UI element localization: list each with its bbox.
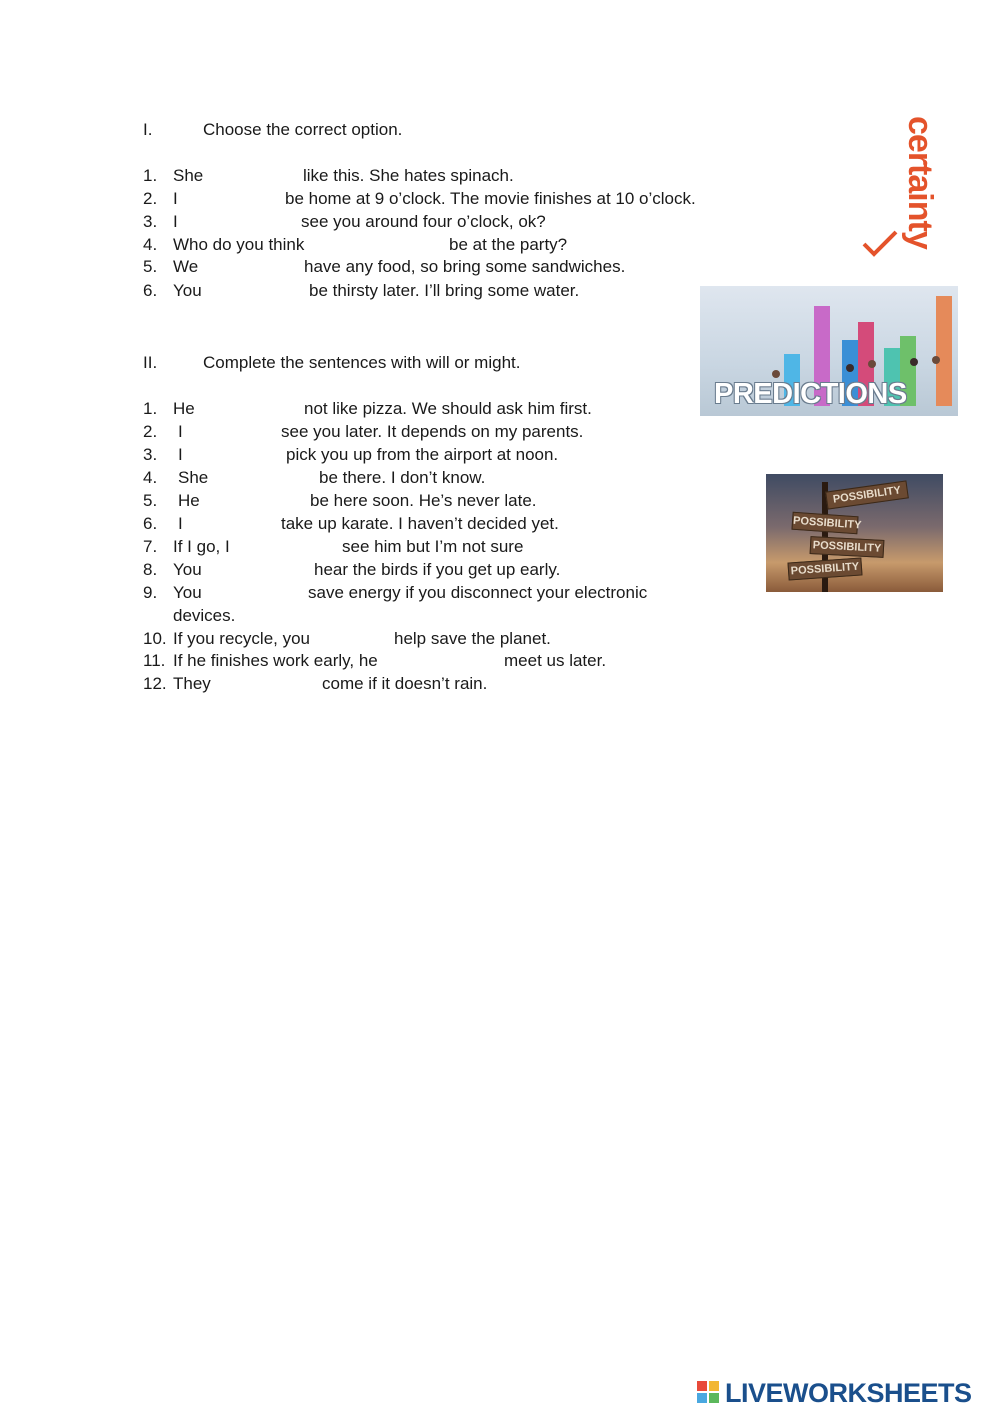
liveworksheets-logo (697, 1378, 997, 1408)
item-number: 5. (143, 257, 158, 276)
s1-item-5 (143, 257, 703, 279)
item-text-end: see you around four o’clock, ok? (301, 212, 546, 231)
item-text-end: meet us later. (504, 651, 607, 670)
item-number: 4. (143, 235, 158, 254)
item-text-end: have any food, so bring some sandwiches. (304, 257, 626, 276)
section1-roman: I. (143, 120, 153, 139)
item-number: 9. (143, 583, 158, 602)
sign-board-4: POSSIBILITY (787, 557, 862, 580)
item-number: 3. (143, 445, 158, 464)
s2-item-3 (143, 445, 693, 467)
section2-roman: II. (143, 353, 158, 372)
item-text-end: see him but I’m not sure (342, 537, 524, 556)
item-text-end: come if it doesn’t rain. (322, 674, 488, 693)
item-text-start: I (178, 422, 183, 441)
item-text-end: see you later. It depends on my parents. (281, 422, 584, 441)
item-text-end: not like pizza. We should ask him first. (304, 399, 592, 418)
item-text-start: He (178, 491, 200, 510)
answer-blank-s2-5[interactable] (207, 491, 307, 511)
answer-blank-s2-1[interactable] (201, 399, 301, 419)
item-text-start: If I go, I (173, 537, 230, 556)
section1-heading (143, 120, 543, 140)
answer-blank-s1-1[interactable] (211, 166, 299, 186)
sign-board-3: POSSIBILITY (810, 536, 885, 558)
item-text-end: be at the party? (449, 235, 568, 254)
certainty-word: certainty (901, 116, 939, 249)
item-text-end: hear the birds if you get up early. (314, 560, 561, 579)
sign-board-1: POSSIBILITY (825, 480, 909, 509)
s2-item-6 (143, 514, 693, 536)
possibility-signpost-image (766, 474, 943, 592)
answer-blank-s1-5[interactable] (205, 257, 301, 277)
answer-blank-s2-7[interactable] (239, 537, 339, 557)
s2-item-1 (143, 399, 693, 421)
answer-blank-s1-6[interactable] (209, 281, 305, 301)
answer-blank-s1-3[interactable] (185, 212, 295, 232)
s1-item-4 (143, 235, 703, 257)
s2-item-8 (143, 560, 693, 582)
item-number: 2. (143, 422, 158, 441)
item-text-start: He (173, 399, 195, 418)
item-number: 8. (143, 560, 158, 579)
item-number: 12. (143, 674, 167, 693)
item-text-start: You (173, 583, 202, 602)
logo-grid-icon (697, 1381, 721, 1405)
item-number: 10. (143, 629, 167, 648)
answer-blank-s1-4[interactable] (323, 235, 443, 255)
section2-title: Complete the sentences with will or might. (203, 353, 521, 372)
sign-board-2: POSSIBILITY (791, 512, 858, 535)
answer-blank-s2-11[interactable] (401, 651, 501, 671)
item-text-start: Who do you think (173, 235, 305, 254)
item-text-start: We (173, 257, 199, 276)
answer-blank-s2-6[interactable] (189, 514, 277, 534)
item-number: 11. (143, 651, 166, 670)
answer-blank-s2-10[interactable] (327, 629, 389, 649)
answer-blank-s2-12[interactable] (219, 674, 319, 694)
item-text-start: I (178, 445, 183, 464)
s2-item-11 (143, 651, 693, 673)
item-text-end: help save the planet. (394, 629, 551, 648)
answer-blank-s1-2[interactable] (185, 189, 280, 209)
s2-item-5 (143, 491, 693, 513)
s1-item-1 (143, 166, 703, 188)
answer-blank-s2-8[interactable] (211, 560, 311, 580)
answer-blank-s2-4[interactable] (217, 468, 317, 488)
answer-blank-s2-3[interactable] (189, 445, 283, 465)
item-number: 6. (143, 281, 158, 300)
check-icon (860, 228, 900, 258)
item-number: 2. (143, 189, 158, 208)
s2-item-4 (143, 468, 693, 490)
s2-item-2 (143, 422, 693, 444)
brand-name: LIVEWORKSHEETS (725, 1378, 972, 1408)
s2-item-10 (143, 629, 693, 651)
answer-blank-s2-9[interactable] (211, 583, 305, 603)
item-text-end: be there. I don’t know. (319, 468, 486, 487)
item-text-start: You (173, 281, 202, 300)
s2-item-12 (143, 674, 693, 696)
item-text-start: She (173, 166, 204, 185)
item-text-continued: devices. (173, 606, 236, 625)
item-text-end: be thirsty later. I’ll bring some water. (309, 281, 580, 300)
item-text-end: pick you up from the airport at noon. (286, 445, 559, 464)
certainty-logo-image (850, 110, 939, 260)
answer-blank-s2-2[interactable] (189, 422, 277, 442)
item-text-start: I (173, 189, 178, 208)
s2-item-9 (143, 583, 703, 627)
predictions-word: PREDICTIONS (714, 378, 907, 410)
s1-item-6 (143, 281, 703, 303)
item-text-start: I (178, 514, 183, 533)
item-text-end: be home at 9 o’clock. The movie finishes at 10 o’clock. (285, 189, 696, 208)
item-number: 6. (143, 514, 158, 533)
item-text-end: save energy if you disconnect your electronic (308, 583, 648, 602)
s1-item-2 (143, 189, 743, 211)
item-text-start: If you recycle, you (173, 629, 311, 648)
item-text-start: If he finishes work early, he (173, 651, 378, 670)
s1-item-3 (143, 212, 703, 234)
item-text-end: take up karate. I haven’t decided yet. (281, 514, 559, 533)
section2-heading (143, 353, 593, 373)
item-number: 4. (143, 468, 158, 487)
section1-title: Choose the correct option. (203, 120, 403, 139)
item-text-start: She (178, 468, 209, 487)
item-text-start: They (173, 674, 211, 693)
s2-item-7 (143, 537, 693, 559)
item-number: 3. (143, 212, 158, 231)
item-text-end: like this. She hates spinach. (303, 166, 514, 185)
predictions-image (700, 286, 958, 416)
item-text-end: be here soon. He’s never late. (310, 491, 537, 510)
item-text-start: I (173, 212, 178, 231)
item-number: 5. (143, 491, 158, 510)
item-number: 1. (143, 166, 158, 185)
item-text-start: You (173, 560, 202, 579)
item-number: 1. (143, 399, 158, 418)
item-number: 7. (143, 537, 158, 556)
